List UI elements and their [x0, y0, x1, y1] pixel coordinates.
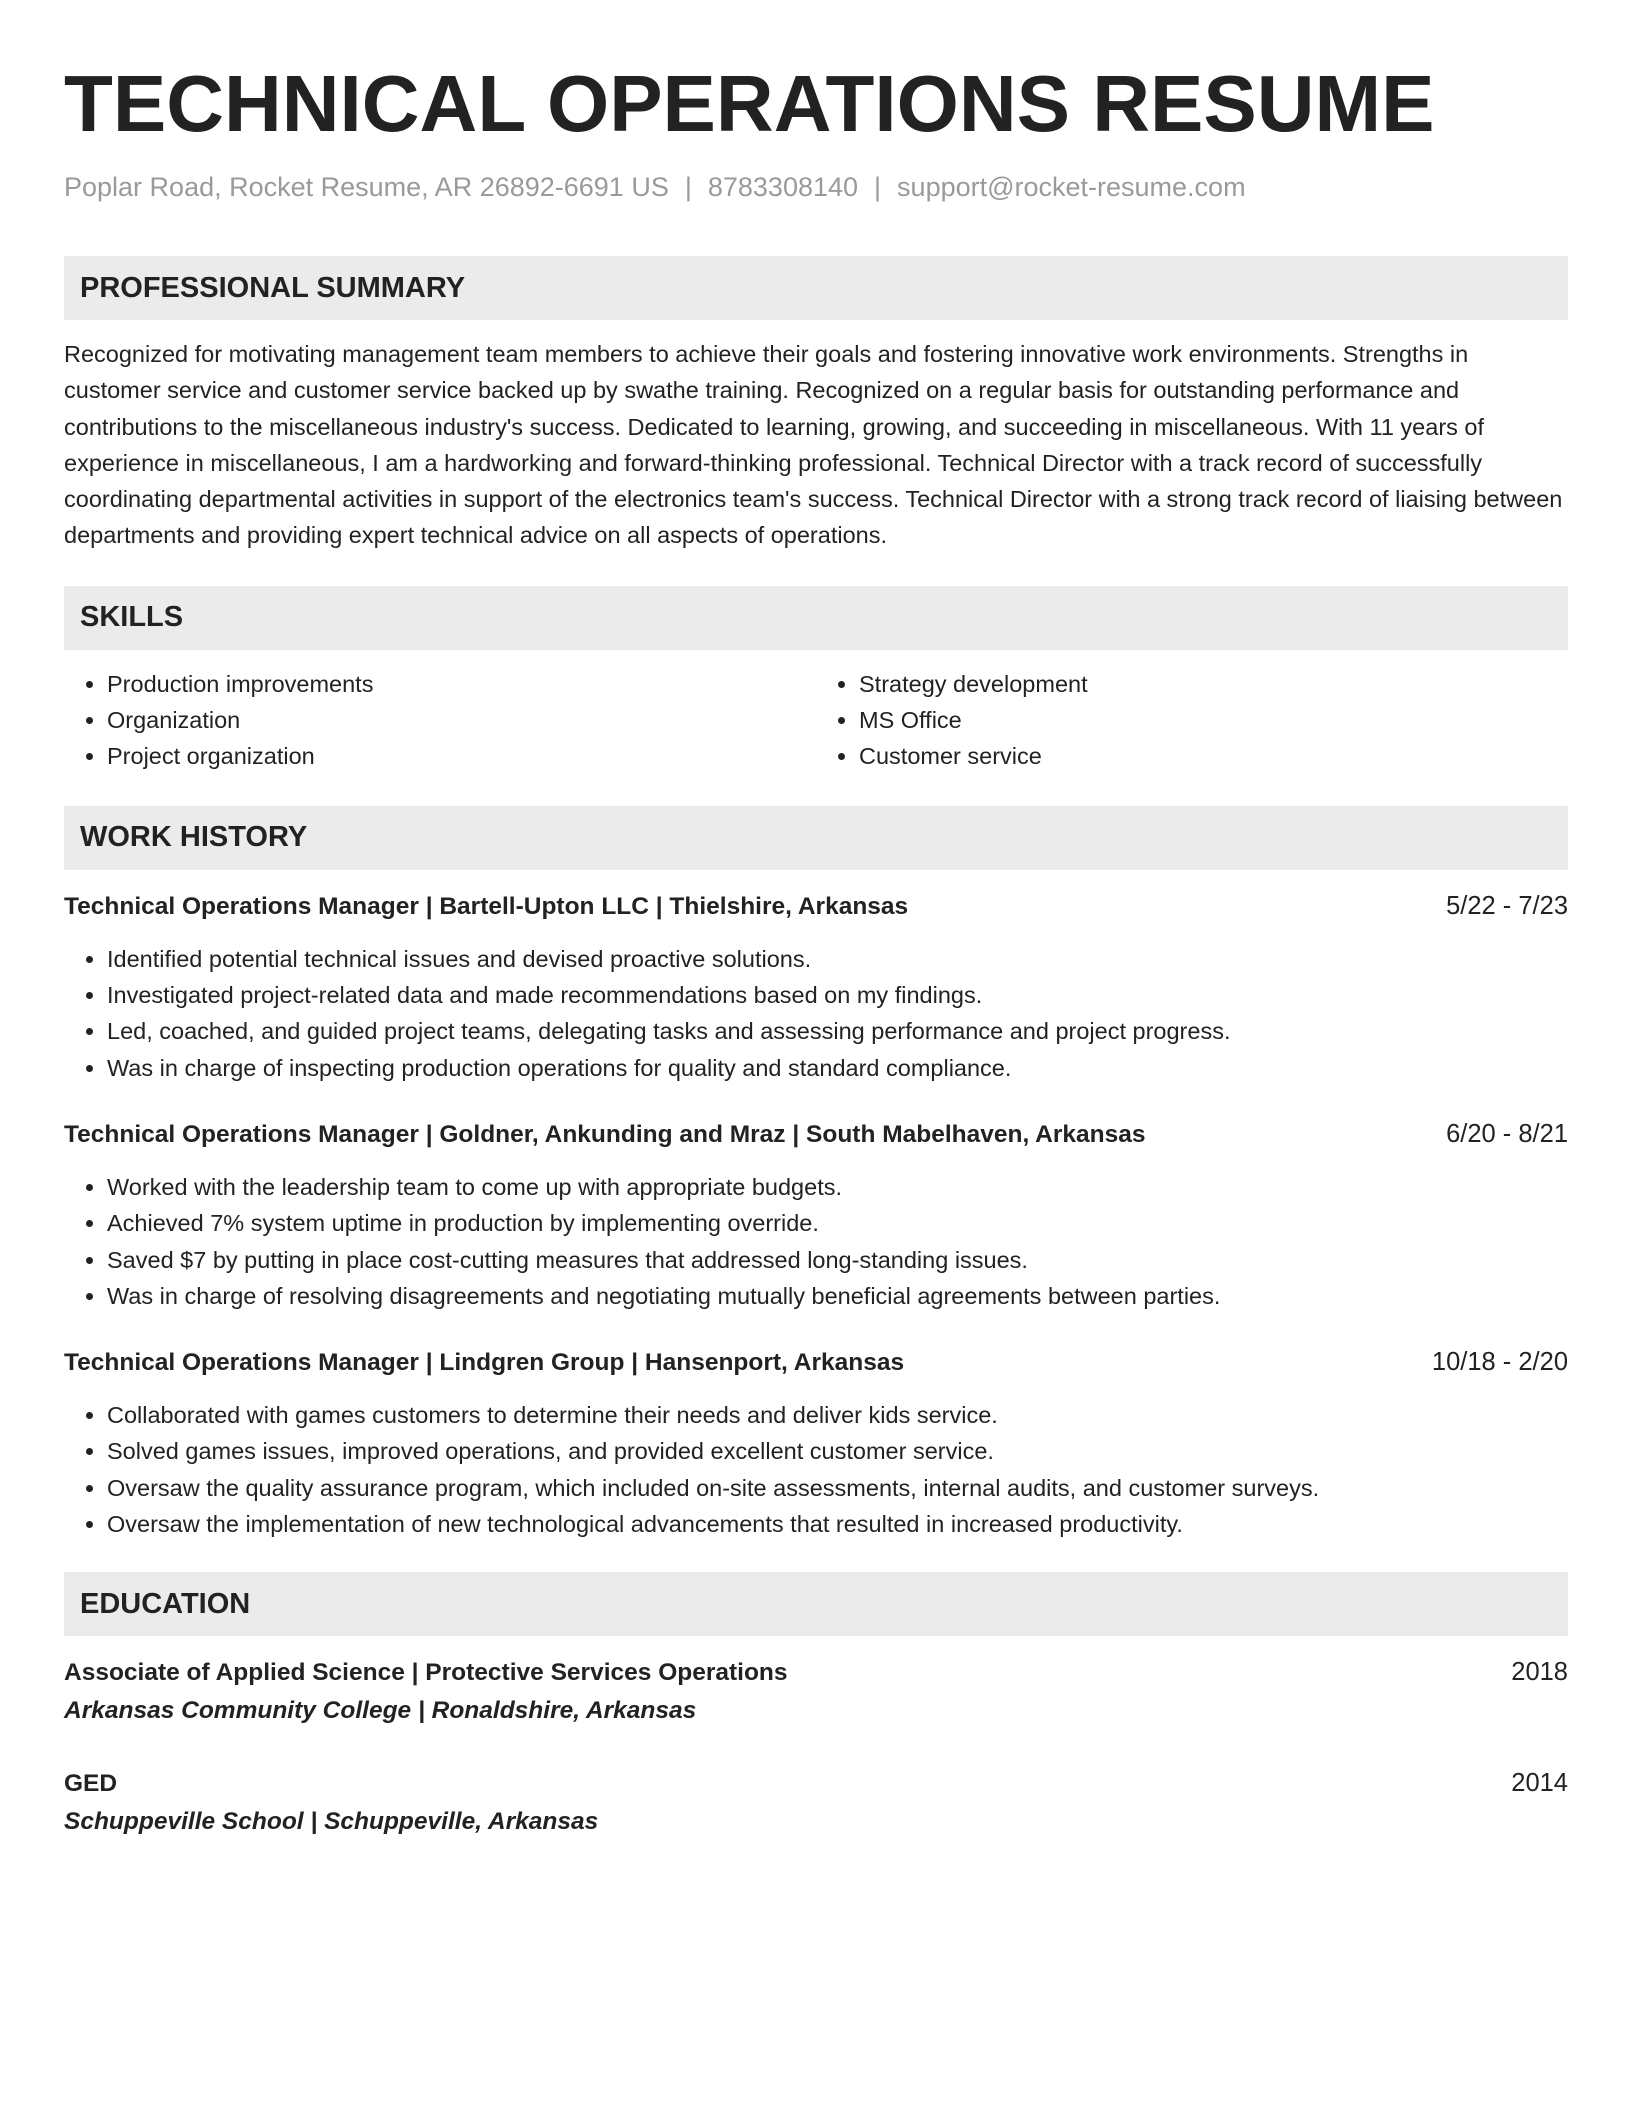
job-title: Technical Operations Manager | Bartell-Upton LLC | Thielshire, Arkansas — [64, 892, 909, 920]
job-bullet: • Achieved 7% system uptime in production by implementing override. — [107, 1205, 1568, 1241]
education-entry — [64, 1765, 1568, 1840]
contact-separator: | — [874, 172, 882, 202]
section-header-summary: PROFESSIONAL SUMMARY — [64, 256, 1568, 320]
skills-column-right — [816, 666, 1568, 774]
skill-item: • Strategy development — [859, 666, 1568, 702]
job-bullets — [64, 1169, 1568, 1314]
degree: Associate of Applied Science | Protective Services Operations — [64, 1659, 788, 1687]
job-bullet: • Was in charge of resolving disagreements and negotiating mutually beneficial agreements between parties. — [107, 1278, 1568, 1314]
contact-email: support@rocket-resume.com — [897, 172, 1246, 202]
job-entry — [64, 888, 1568, 1086]
job-bullet: • Was in charge of inspecting production operations for quality and standard compliance. — [107, 1050, 1568, 1086]
job-bullet: • Worked with the leadership team to come up with appropriate budgets. — [107, 1169, 1568, 1205]
job-bullet: • Oversaw the implementation of new technological advancements that resulted in increased productivity. — [107, 1506, 1568, 1542]
graduation-year: 2014 — [1511, 1769, 1568, 1798]
job-dates: 5/22 - 7/23 — [1446, 891, 1568, 920]
contact-separator: | — [684, 172, 692, 202]
job-bullet: • Saved $7 by putting in place cost-cutting measures that addressed long-standing issues. — [107, 1242, 1568, 1278]
job-bullets — [64, 1397, 1568, 1542]
job-bullet: • Oversaw the quality assurance program, which included on-site assessments, internal audits, and customer surveys. — [107, 1470, 1568, 1506]
job-dates: 6/20 - 8/21 — [1446, 1119, 1568, 1148]
job-bullet: • Led, coached, and guided project teams, delegating tasks and assessing performance and project progress. — [107, 1013, 1568, 1049]
contact-line — [64, 170, 1568, 204]
job-bullet: • Collaborated with games customers to determine their needs and deliver kids service. — [107, 1397, 1568, 1433]
skill-item: • Organization — [107, 702, 816, 738]
job-bullet: • Identified potential technical issues and devised proactive solutions. — [107, 941, 1568, 977]
skill-item: • Customer service — [859, 738, 1568, 774]
job-bullet: • Investigated project-related data and made recommendations based on my findings. — [107, 977, 1568, 1013]
job-title: Technical Operations Manager | Goldner, Ankunding and Mraz | South Mabelhaven, Arkansas — [64, 1120, 1146, 1148]
school: Arkansas Community College | Ronaldshire, Arkansas — [64, 1697, 697, 1725]
skill-item: • Production improvements — [107, 666, 816, 702]
section-header-skills: SKILLS — [64, 586, 1568, 650]
job-entry — [64, 1116, 1568, 1314]
job-bullet: • Solved games issues, improved operations, and provided excellent customer service. — [107, 1433, 1568, 1469]
job-entry — [64, 1344, 1568, 1542]
section-header-education: EDUCATION — [64, 1572, 1568, 1636]
summary-text: Recognized for motivating management team members to achieve their goals and fostering innovative work environments. Strengths in customer service and customer service backed up by swathe training. Recognized on a regular basis for outstanding performance and contributions to the miscellaneous industry's success. Dedicated to learning, growing, and succeeding in miscellaneous. With 11 years of experience in miscellaneous, I am a hardworking and forward-thinking professional. Technical Director with a track record of successfully coordinating departmental activities in support of the electronics team's success. Technical Director with a strong track record of liaising between departments and providing expert technical advice on all aspects of operations. — [64, 341, 1563, 549]
job-title: Technical Operations Manager | Lindgren Group | Hansenport, Arkansas — [64, 1349, 905, 1377]
contact-phone: 8783308140 — [707, 172, 859, 202]
school: Schuppeville School | Schuppeville, Arkansas — [64, 1808, 599, 1836]
degree: GED — [64, 1770, 118, 1798]
resume-title: TECHNICAL OPERATIONS RESUME — [64, 59, 1435, 148]
job-bullets — [64, 941, 1568, 1086]
skill-item: • Project organization — [107, 738, 816, 774]
job-dates: 10/18 - 2/20 — [1431, 1348, 1568, 1377]
skills-column-left — [64, 666, 816, 774]
section-header-work-history: WORK HISTORY — [64, 806, 1568, 870]
skills-grid — [64, 666, 1568, 774]
contact-address: Poplar Road, Rocket Resume, AR 26892-6691 US — [64, 172, 669, 202]
education-entry — [64, 1654, 1568, 1729]
skill-item: • MS Office — [859, 702, 1568, 738]
graduation-year: 2018 — [1511, 1658, 1568, 1687]
